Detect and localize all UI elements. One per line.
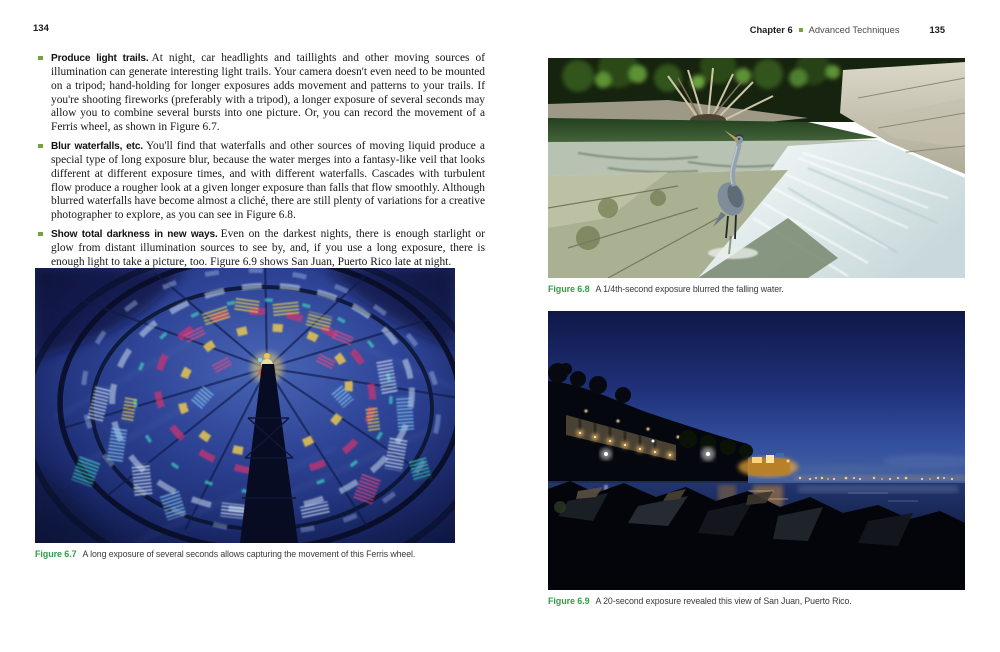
right-page-header xyxy=(750,25,945,35)
figure-caption xyxy=(548,596,965,606)
bullet-text: You'll find that waterfalls and other sources of moving liquid produce a special type of long exposure blur, because the water merges into a fantasy-like veil that looks different at different exposure times, and with different waterfalls. Cascades with turbulent flow produce a rougher look at a given longer exposure than falls that flow smoothly. Although blurred waterfalls have become almost a cliché, there are still plenty of variations for a creative photographer to explore, as you can see in Figure 6.8. xyxy=(51,140,485,222)
bullet-lead: Show total darkness in new ways. xyxy=(51,229,218,241)
right-page-number: 135 xyxy=(929,25,945,35)
figure-ferris-wheel xyxy=(35,268,455,559)
figure-san-juan-night xyxy=(548,311,965,606)
figure-caption-text: A 1/4th-second exposure blurred the falling water. xyxy=(595,284,784,294)
bullet-item-blur-waterfalls xyxy=(38,140,485,223)
san-juan-night-photo xyxy=(548,311,965,590)
bullet-item-light-trails xyxy=(38,52,485,135)
bullet-square-icon xyxy=(38,56,43,61)
section-label: Advanced Techniques xyxy=(808,25,900,35)
figure-label: Figure 6.7 xyxy=(35,549,77,559)
figure-caption xyxy=(35,549,455,559)
bullet-square-icon xyxy=(38,232,43,237)
bullet-item-total-darkness xyxy=(38,228,485,270)
figure-waterfall-heron xyxy=(548,58,965,294)
figure-caption-text: A long exposure of several seconds allows capturing the movement of this Ferris wheel. xyxy=(82,549,416,559)
figure-label: Figure 6.8 xyxy=(548,284,590,294)
bullet-lead: Blur waterfalls, etc. xyxy=(51,141,143,153)
left-page-number: 134 xyxy=(33,23,49,34)
header-separator-square-icon xyxy=(799,28,803,32)
ferris-wheel-photo xyxy=(35,268,455,543)
bullet-square-icon xyxy=(38,144,43,149)
bullet-text: At night, car headlights and taillights and other moving sources of illumination can generate interesting light trails. Your camera doesn't even need to be mounted on a tripod; hand-holding for longer exposures adds movement and patterns to your trails. If you're shooting fireworks (preferably with a tripod), a longer exposure of several seconds may allow you to combine several bursts into one picture. Or, you can record the movement of a Ferris wheel, as shown in Figure 6.7. xyxy=(51,52,485,134)
bullet-lead: Produce light trails. xyxy=(51,53,149,64)
figure-caption xyxy=(548,284,965,294)
bullet-list xyxy=(38,52,485,275)
figure-label: Figure 6.9 xyxy=(548,596,590,606)
figure-caption-text: A 20-second exposure revealed this view of San Juan, Puerto Rico. xyxy=(595,596,852,606)
chapter-label: Chapter 6 xyxy=(749,25,793,35)
bullet-text: Even on the darkest nights, there is enough starlight or glow from distant illumination sources to see by, and, if you use a long exposure, there is enough light to take a picture, too. Figure 6.9 shows San Juan, Puerto Rico late at night. xyxy=(51,228,485,268)
waterfall-heron-photo xyxy=(548,58,965,278)
